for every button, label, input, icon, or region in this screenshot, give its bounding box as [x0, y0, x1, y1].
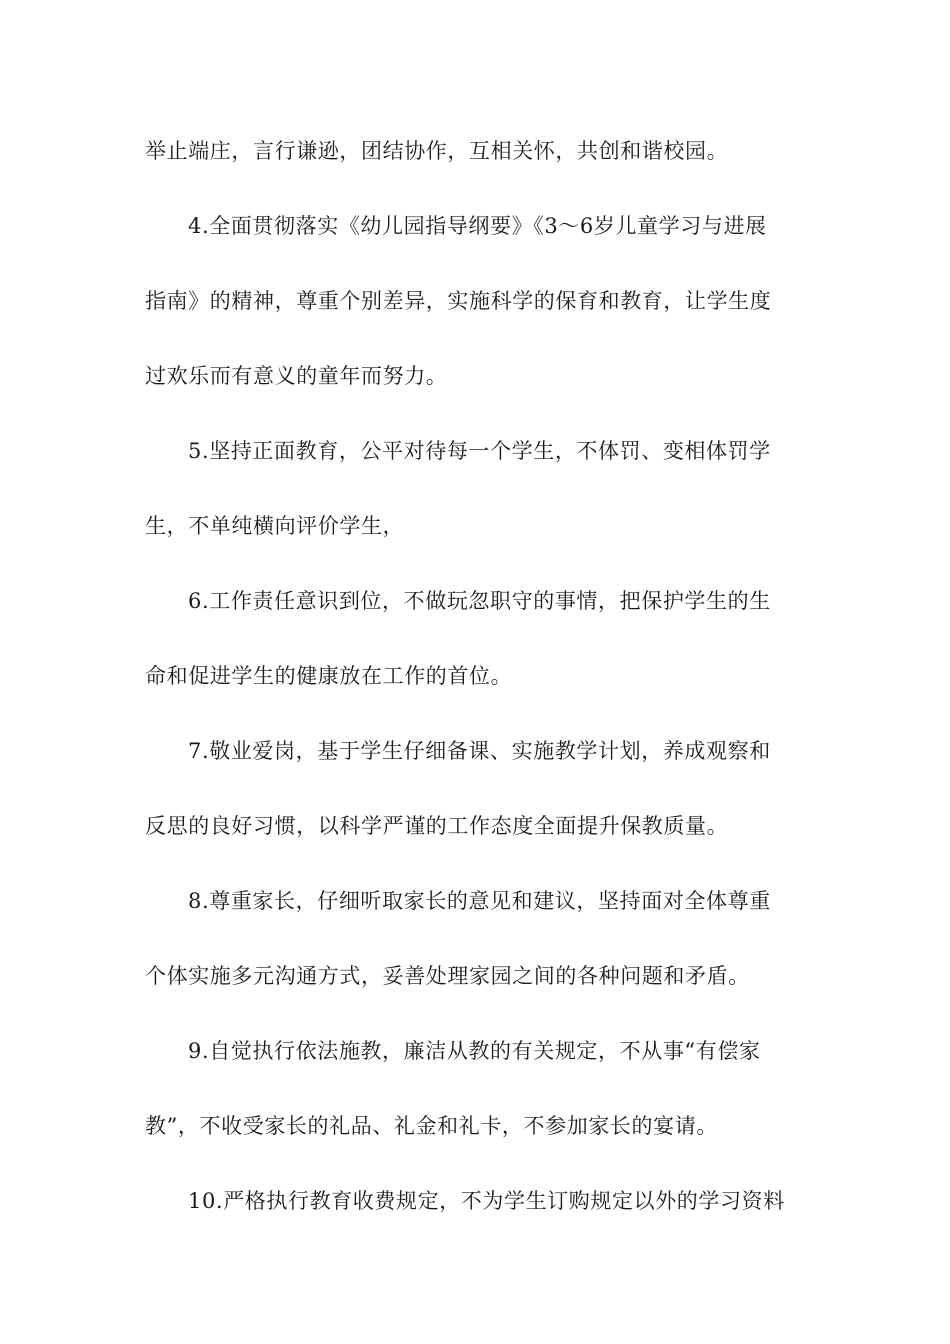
paragraph-line: 生，不单纯横向评价学生， [145, 514, 405, 538]
paragraph-line: 反思的良好习惯，以科学严谨的工作态度全面提升保教质量。 [145, 814, 729, 838]
paragraph-line: 5.坚持正面教育，公平对待每一个学生，不体罚、变相体罚学 [188, 439, 771, 463]
paragraph-line: 8.尊重家长，仔细听取家长的意见和建议，坚持面对全体尊重 [188, 889, 771, 913]
paragraph-line: 教”，不收受家长的礼品、礼金和礼卡，不参加家长的宴请。 [145, 1114, 718, 1138]
paragraph-line: 6.工作责任意识到位，不做玩忽职守的事情，把保护学生的生 [188, 589, 771, 613]
paragraph-line: 过欢乐而有意义的童年而努力。 [145, 364, 448, 388]
paragraph-line: 4.全面贯彻落实《幼儿园指导纲要》《3～6岁儿童学习与进展 [188, 214, 767, 238]
paragraph-line: 举止端庄，言行谦逊，团结协作，互相关怀，共创和谐校园。 [145, 139, 729, 163]
paragraph-line: 命和促进学生的健康放在工作的首位。 [145, 664, 513, 688]
paragraph-line: 10.严格执行教育收费规定，不为学生订购规定以外的学习资料 [188, 1189, 785, 1213]
paragraph-line: 7.敬业爱岗，基于学生仔细备课、实施教学计划，养成观察和 [188, 739, 771, 763]
paragraph-line: 个体实施多元沟通方式，妥善处理家园之间的各种问题和矛盾。 [145, 964, 750, 988]
paragraph-line: 指南》的精神，尊重个别差异，实施科学的保育和教育，让学生度 [145, 289, 772, 313]
paragraph-line: 9.自觉执行依法施教，廉洁从教的有关规定，不从事“有偿家 [188, 1039, 761, 1063]
